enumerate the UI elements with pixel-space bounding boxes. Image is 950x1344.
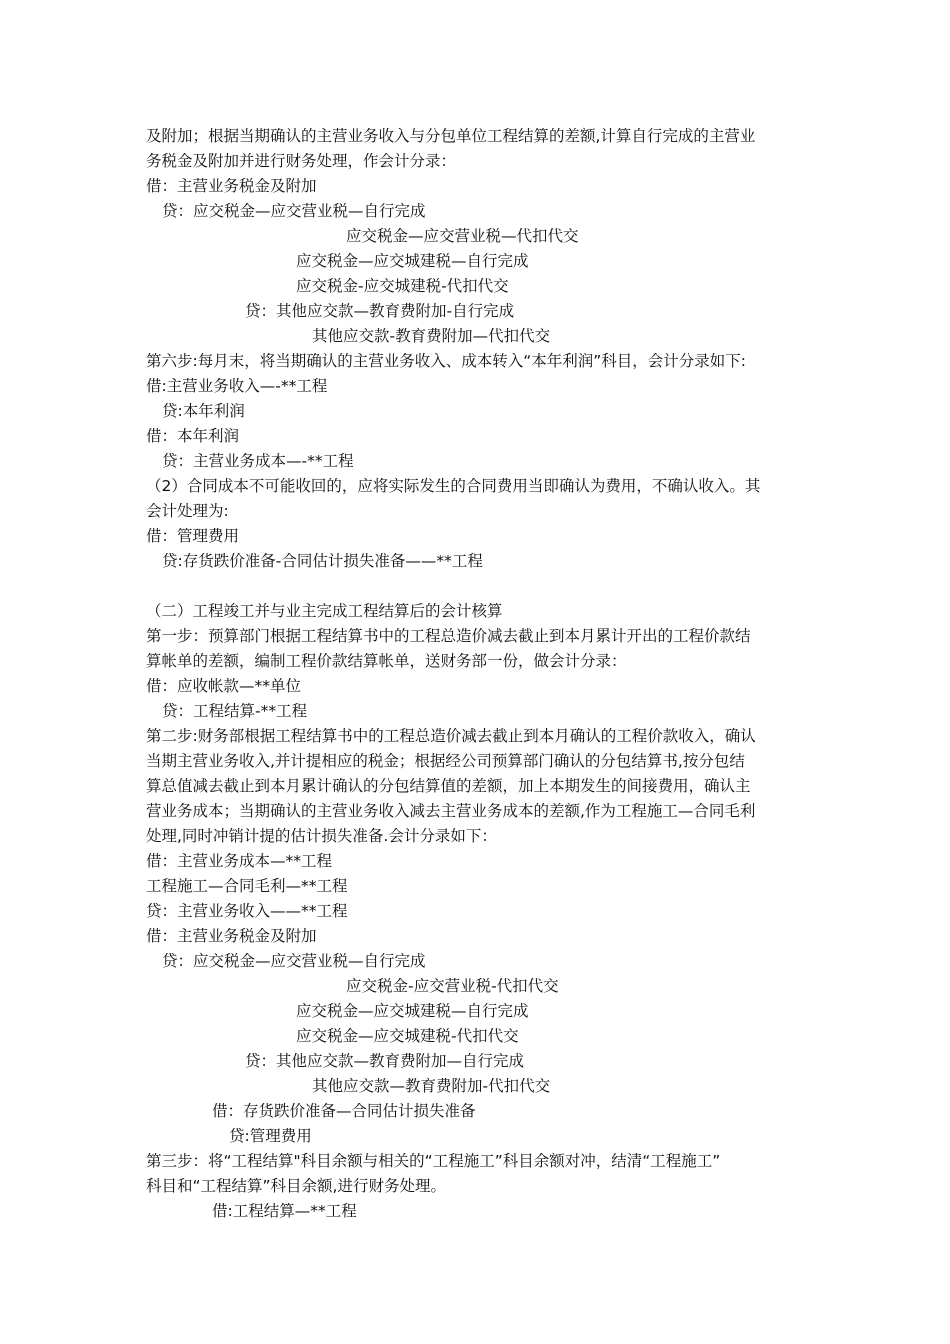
journal-debit-line: 借：管理费用: [146, 527, 240, 545]
journal-credit-line: 应交税金—应交城建税-代扣代交: [296, 1027, 519, 1045]
journal-debit-line: 借：主营业务税金及附加: [146, 927, 317, 945]
text-line: 会计处理为:: [146, 502, 229, 520]
text-line: 算帐单的差额，编制工程价款结算帐单，送财务部一份，做会计分录：: [146, 652, 627, 670]
journal-credit-line: 贷:管理费用: [229, 1127, 312, 1145]
journal-credit-line: 贷：主营业务成本—-**工程: [162, 452, 354, 470]
journal-debit-line: 借：存货跌价准备—合同估计损失准备: [212, 1102, 476, 1120]
journal-credit-line: 应交税金—应交营业税—代扣代交: [346, 227, 579, 245]
text-line: 第三步：将“工程结算"科目余额与相关的“工程施工”科目余额对冲，结清“工程施工”: [146, 1152, 721, 1170]
journal-credit-line: 其他应交款—教育费附加-代扣代交: [312, 1077, 551, 1095]
text-line: 算总值减去截止到本月累计确认的分包结算值的差额，加上本期发生的间接费用，确认主: [146, 777, 751, 795]
section-heading: （二）工程竣工并与业主完成工程结算后的会计核算: [146, 602, 503, 620]
journal-credit-line: 应交税金-应交营业税-代扣代交: [346, 977, 559, 995]
journal-debit-line: 借：本年利润: [146, 427, 240, 445]
journal-credit-line: 其他应交款-教育费附加—代扣代交: [312, 327, 551, 345]
journal-debit-line: 借：主营业务税金及附加: [146, 177, 317, 195]
journal-credit-line: 应交税金—应交城建税—自行完成: [296, 252, 529, 270]
journal-credit-line: 贷:本年利润: [162, 402, 245, 420]
text-line: （2）合同成本不可能收回的，应将实际发生的合同费用当即确认为费用，不确认收入。其: [146, 477, 761, 495]
text-line: 当期主营业务收入,并计提相应的税金；根据经公司预算部门确认的分包结算书,按分包结: [146, 752, 745, 770]
text-line: 科目和“工程结算”科目余额,进行财务处理。: [146, 1177, 446, 1195]
journal-debit-line: 借:工程结算—**工程: [212, 1202, 357, 1220]
journal-credit-line: 贷：应交税金—应交营业税—自行完成: [162, 952, 426, 970]
journal-credit-line: 贷:存货跌价准备-合同估计损失准备——**工程: [162, 552, 483, 570]
text-line: 第二步:财务部根据工程结算书中的工程总造价减去截止到本月确认的工程价款收入，确认: [146, 727, 756, 745]
journal-debit-line: 借:主营业务收入—-**工程: [146, 377, 328, 395]
text-line: 营业务成本；当期确认的主营业务收入减去主营业务成本的差额,作为工程施工—合同毛利: [146, 802, 756, 820]
journal-debit-line: 借：主营业务成本—**工程: [146, 852, 333, 870]
text-line: 及附加；根据当期确认的主营业务收入与分包单位工程结算的差额,计算自行完成的主营业: [146, 127, 756, 145]
journal-credit-line: 贷：工程结算-**工程: [162, 702, 308, 720]
journal-credit-line: 贷：其他应交款—教育费附加—自行完成: [245, 1052, 525, 1070]
journal-credit-line: 应交税金—应交城建税—自行完成: [296, 1002, 529, 1020]
text-line: 第一步：预算部门根据工程结算书中的工程总造价减去截止到本月累计开出的工程价款结: [146, 627, 751, 645]
journal-debit-line: 借：应收帐款—**单位: [146, 677, 302, 695]
journal-credit-line: 贷：其他应交款—教育费附加-自行完成: [245, 302, 515, 320]
text-line: 务税金及附加并进行财务处理，作会计分录：: [146, 152, 457, 170]
journal-debit-line: 工程施工—合同毛利—**工程: [146, 877, 348, 895]
journal-credit-line: 贷：主营业务收入——**工程: [146, 902, 348, 920]
text-line: 处理,同时冲销计提的估计损失准备.会计分录如下：: [146, 827, 497, 845]
journal-credit-line: 应交税金-应交城建税-代扣代交: [296, 277, 509, 295]
text-line: 第六步:每月末，将当期确认的主营业务收入、成本转入“本年利润”科目，会计分录如下:: [146, 352, 747, 370]
journal-credit-line: 贷：应交税金—应交营业税—自行完成: [162, 202, 426, 220]
